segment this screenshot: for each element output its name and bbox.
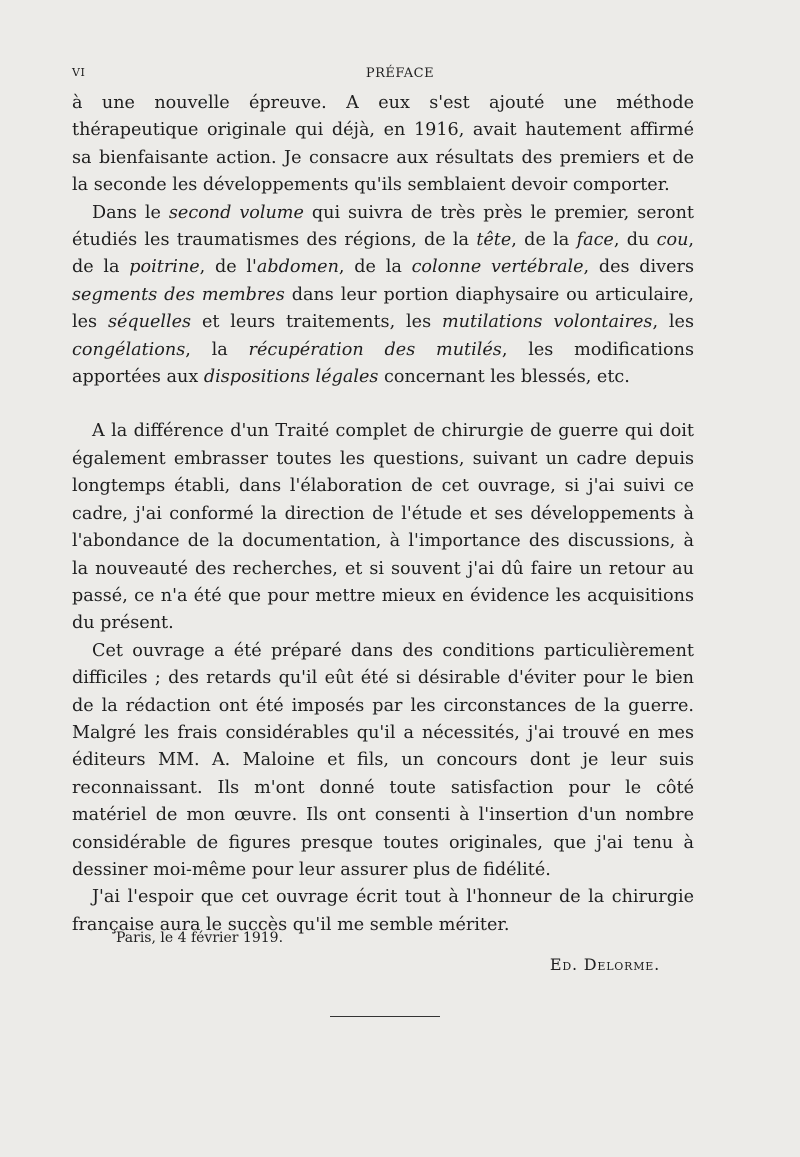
dateline: Paris, le 4 février 1919. — [116, 930, 284, 946]
page-number: VI — [72, 66, 86, 79]
paragraph-conditions: Cet ouvrage a été préparé dans des conditions particulièrement difficiles ; des retards qu'il eût été si désirable d'éviter pour le bien de la rédaction ont été imposés par les circonstances de la guerre. Malgré les frais considérables qu'il a nécessités, j'ai trouvé en mes éditeurs MM. A. Maloine et fils, un concours dont je leur suis reconnaissant. Ils m'ont donné toute satisfaction pour le côté matériel de mon œuvre. Ils ont consenti à l'insertion d'un nombre considérable de figures presque toutes originales, que j'ai tenu à dessiner moi-même pour leur assurer plus de fidélité. — [72, 640, 694, 880]
paragraph-second-volume — [72, 200, 694, 392]
running-title: PRÉFACE — [365, 66, 435, 81]
italic-term: colonne vertébrale — [411, 257, 584, 278]
text-run: , la — [185, 339, 249, 360]
italic-term: abdomen — [256, 257, 339, 278]
italic-term: cou — [656, 230, 689, 251]
italic-term: second volume — [168, 202, 304, 223]
author-signature: Ed. Delorme. — [549, 955, 660, 974]
italic-term: dispositions légales — [203, 367, 379, 388]
text-run: , les — [652, 312, 694, 333]
italic-term: segments des membres — [72, 284, 285, 305]
body-text — [72, 90, 694, 939]
paragraph-treatise: A la différence d'un Traité complet de chirurgie de guerre qui doit également embrasser toutes les questions, suivant un cadre depuis longtemps établi, dans l'élaboration de cet ouvrage, si j'ai suivi ce cadre, j'ai conformé la direction de l'étude et ses développements à l'abondance de la documentation, à l'importance des discussions, à la nouveauté des recherches, et si souvent j'ai dû faire un retour au passé, ce n'a été que pour mettre mieux en évidence les acquisitions du présent. — [72, 421, 694, 634]
italic-term: mutilations volontaires — [441, 312, 653, 333]
text-run: , du — [613, 230, 657, 251]
text-run: , les modifications apportées aux — [72, 339, 694, 388]
text-run: qui suivra de très près le premier, seront étudiés les traumatismes des régions, de la — [72, 202, 694, 251]
text-run: Dans le — [92, 202, 169, 223]
italic-term: face — [576, 230, 614, 251]
text-run: , de l' — [199, 257, 257, 278]
text-run: et leurs traitements, les — [191, 312, 442, 333]
text-run: dans leur portion diaphysaire ou articulaire, les — [72, 284, 695, 333]
italic-term: récupération des mutilés — [248, 339, 502, 360]
text-run: , de la — [338, 257, 412, 278]
italic-term: tête — [476, 230, 512, 251]
text-run: , des divers — [583, 257, 694, 278]
italic-term: congélations — [72, 339, 186, 360]
text-run: , de la — [72, 230, 694, 278]
paragraph-continuation: à une nouvelle épreuve. A eux s'est ajouté une méthode thérapeutique originale qui déjà, en 1916, avait hautement affirmé sa bienfaisante action. Je consacre aux résultats des premiers et de la seconde les développements qu'ils semblaient devoir comporter. — [72, 93, 694, 196]
text-run: , de la — [511, 230, 577, 251]
text-run: concernant les blessés, etc. — [378, 367, 630, 388]
italic-term: séquelles — [107, 312, 192, 333]
running-header — [72, 66, 728, 84]
italic-term: poitrine — [129, 257, 200, 278]
paragraph-hope: J'ai l'espoir que cet ouvrage écrit tout à l'honneur de la chirurgie française aura le succès qu'il me semble mériter. — [72, 887, 694, 935]
closing-rule — [330, 1016, 440, 1017]
